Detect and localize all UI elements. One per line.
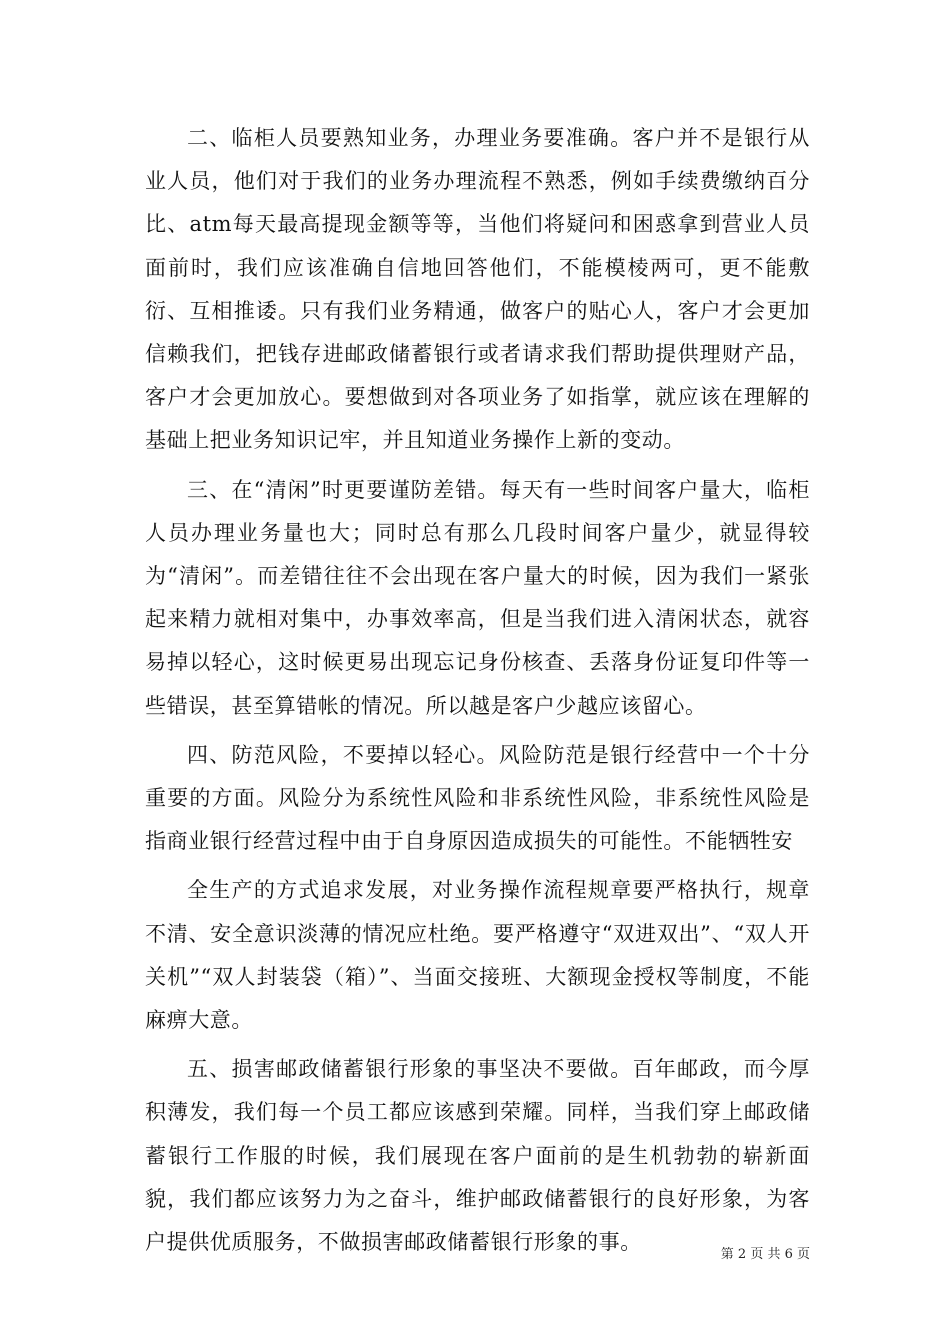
paragraph-bank-image: 五、损害邮政储蓄银行形象的事坚决不要做。百年邮政，而今厚积薄发，我们每一个员工都应该感到荣耀。同样，当我们穿上邮政储蓄银行工作服的时候，我们展现在客户面前的是生机勃勃的崭新面貌，我们都应该努力为之奋斗，维护邮政储蓄银行的良好形象，为客户提供优质服务，不做损害邮政储蓄银行形象的事。 [145,1057,810,1255]
paragraph-safety-rules: 全生产的方式追求发展，对业务操作流程规章要严格执行，规章不清、安全意识淡薄的情况应杜绝。要严格遵守“双进双出”、“双人开关机”“双人封装袋（箱）”、当面交接班、大额现金授权等制度，不能麻痹大意。 [145,878,810,1033]
document-body [145,117,810,1264]
page-number-footer: 第 2 页 共 6 页 [720,1247,810,1262]
paragraph-idle-time-errors: 三、在“清闲”时更要谨防差错。每天有一些时间客户量大，临柜人员办理业务量也大；同时总有那么几段时间客户量少，就显得较为“清闲”。而差错往往不会出现在客户量大的时候，因为我们一紧张起来精力就相对集中，办事效率高，但是当我们进入清闲状态，就容易掉以轻心，这时候更易出现忘记身份核查、丢落身份证复印件等一些错误，甚至算错帐的情况。所以越是客户少越应该留心。 [145,477,810,718]
paragraph-risk-prevention: 四、防范风险，不要掉以轻心。风险防范是银行经营中一个十分重要的方面。风险分为系统性风险和非系统性风险，非系统性风险是指商业银行经营过程中由于自身原因造成损失的可能性。不能牺牲安 [145,742,810,854]
paragraph-business-knowledge: 二、临柜人员要熟知业务，办理业务要准确。客户并不是银行从业人员，他们对于我们的业务办理流程不熟悉，例如手续费缴纳百分比、atm每天最高提现金额等等，当他们将疑问和困惑拿到营业人员面前时，我们应该准确自信地回答他们，不能模棱两可，更不能敷衍、互相推诿。只有我们业务精通，做客户的贴心人，客户才会更加信赖我们，把钱存进邮政储蓄银行或者请求我们帮助提供理财产品，客户才会更加放心。要想做到对各项业务了如指掌，就应该在理解的基础上把业务知识记牢，并且知道业务操作上新的变动。 [145,126,810,453]
